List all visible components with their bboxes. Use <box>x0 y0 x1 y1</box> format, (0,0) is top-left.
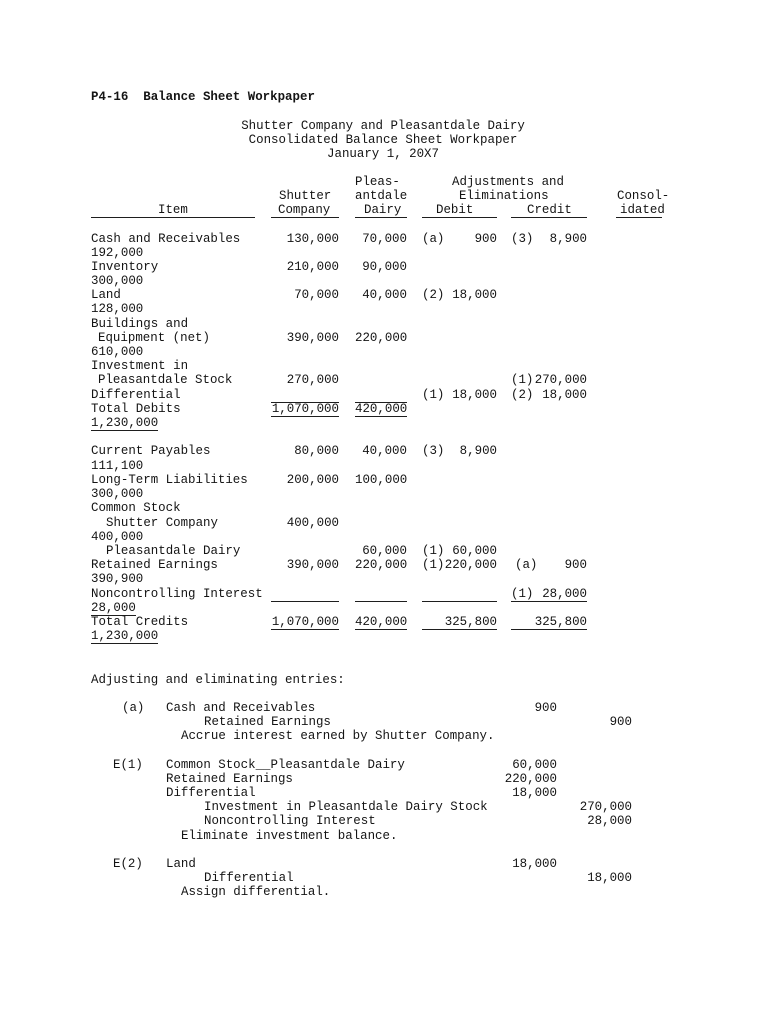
entry-label: E(2) <box>113 857 143 871</box>
shutter-amount: 80,000 <box>294 444 339 458</box>
debit-cell <box>422 544 497 559</box>
debit-amount: 18,000 <box>512 857 557 871</box>
debit-account: Differential <box>166 786 256 800</box>
pleasantdale-amount: 100,000 <box>355 473 408 487</box>
debit-amount: 900 <box>474 232 497 246</box>
credit-amount: 270,000 <box>534 373 587 387</box>
table-row <box>0 260 768 274</box>
heading-date: January 1, 20X7 <box>327 147 439 161</box>
entry-explanation: Assign differential. <box>181 885 331 899</box>
entries-heading-line <box>0 673 768 687</box>
item-label: Total Credits <box>91 615 189 629</box>
pleasantdale-amount: 220,000 <box>355 331 408 345</box>
shutter-amount: 70,000 <box>294 288 339 302</box>
debit-cell <box>422 388 497 403</box>
pleasantdale-amount: 220,000 <box>355 558 408 572</box>
credit-amount: 8,900 <box>549 232 587 246</box>
journal-line <box>0 715 768 729</box>
table-row <box>0 487 768 501</box>
blank-underline <box>271 388 339 403</box>
journal-line <box>0 758 768 772</box>
shutter-total: 1,070,000 <box>271 615 339 629</box>
item-label: Pleasantdale Dairy <box>106 544 241 558</box>
table-row <box>0 601 768 615</box>
journal-line <box>0 871 768 885</box>
debit-account: Land <box>166 857 196 871</box>
journal-line <box>0 857 768 871</box>
header-rule <box>511 217 587 218</box>
debit-amount: 60,000 <box>512 758 557 772</box>
item-label: Noncontrolling Interest <box>91 587 263 601</box>
heading-line <box>0 133 768 147</box>
table-row <box>0 302 768 316</box>
total-row <box>0 416 768 430</box>
blank-underline <box>271 587 339 602</box>
table-row <box>0 274 768 288</box>
header-debit: Debit <box>436 203 474 217</box>
header-rule <box>271 217 339 218</box>
debit-cell <box>422 558 497 573</box>
item-label: Differential <box>91 388 181 402</box>
header-consolidated: Consol- <box>617 189 670 203</box>
entries-title: Adjusting and eliminating entries: <box>91 673 345 687</box>
item-label: Current Payables <box>91 444 211 458</box>
header-rule <box>422 217 497 218</box>
debit-account: Retained Earnings <box>166 772 293 786</box>
pleasantdale-amount: 60,000 <box>362 544 407 558</box>
table-row <box>0 501 768 515</box>
column-header-line-1 <box>0 175 768 189</box>
credit-total <box>511 615 587 630</box>
debit-ref: (1) <box>422 544 445 558</box>
table-row <box>0 331 768 345</box>
debit-cell <box>422 232 497 247</box>
credit-amount: 325,800 <box>534 615 587 629</box>
debit-amount: 8,900 <box>459 444 497 458</box>
consolidated-amount: 128,000 <box>91 302 144 316</box>
pleasantdale-amount: 90,000 <box>362 260 407 274</box>
table-row <box>0 388 768 402</box>
debit-amount: 18,000 <box>512 786 557 800</box>
table-row <box>0 317 768 331</box>
header-pleasantdale: Pleas- <box>355 175 400 189</box>
credit-amount: 900 <box>564 558 587 572</box>
credit-ref: (2) <box>511 388 534 402</box>
total-row <box>0 402 768 416</box>
debit-account: Common Stock__Pleasantdale Dairy <box>166 758 405 772</box>
header-consolidated: idated <box>620 203 665 217</box>
debit-ref: (2) <box>422 288 445 302</box>
debit-account: Cash and Receivables <box>166 701 316 715</box>
journal-line <box>0 814 768 828</box>
consolidated-total: 1,230,000 <box>91 629 159 643</box>
debit-amount: 220,000 <box>504 772 557 786</box>
debit-ref: (1) <box>422 558 445 572</box>
debit-amount: 18,000 <box>452 388 497 402</box>
entry-label: (a) <box>122 701 145 715</box>
problem-title: P4-16 Balance Sheet Workpaper <box>91 90 315 104</box>
debit-ref: (a) <box>422 232 445 246</box>
consolidated-total: 1,230,000 <box>91 416 159 430</box>
journal-line <box>0 885 768 899</box>
item-label: Buildings and <box>91 317 189 331</box>
table-row <box>0 544 768 558</box>
table-row <box>0 530 768 544</box>
consolidated-amount: 610,000 <box>91 345 144 359</box>
credit-cell <box>511 558 587 573</box>
header-pleasantdale: antdale <box>355 189 408 203</box>
header-rule <box>616 217 662 218</box>
header-item: Item <box>158 203 188 217</box>
header-credit: Credit <box>527 203 572 217</box>
blank-underline <box>355 587 407 602</box>
entry-explanation: Accrue interest earned by Shutter Company. <box>181 729 495 743</box>
journal-line <box>0 829 768 843</box>
table-row <box>0 558 768 572</box>
shutter-amount: 200,000 <box>286 473 339 487</box>
heading-companies: Shutter Company and Pleasantdale Dairy <box>241 119 525 133</box>
entry-label: E(1) <box>113 758 143 772</box>
item-label: Common Stock <box>91 501 181 515</box>
consolidated-amount: 400,000 <box>91 530 144 544</box>
item-label: Long-Term Liabilities <box>91 473 248 487</box>
debit-total <box>422 615 497 630</box>
consolidated-amount: 390,900 <box>91 572 144 586</box>
item-label: Total Debits <box>91 402 181 416</box>
header-shutter: Company <box>278 203 331 217</box>
blank-underline <box>422 587 497 602</box>
credit-amount: 270,000 <box>579 800 632 814</box>
credit-ref: (a) <box>515 558 538 572</box>
total-row <box>0 615 768 629</box>
consolidated-amount: 192,000 <box>91 246 144 260</box>
credit-amount: 18,000 <box>587 871 632 885</box>
header-rule <box>91 217 255 218</box>
header-rule <box>355 217 407 218</box>
table-row <box>0 359 768 373</box>
consolidated-amount: 111,100 <box>91 459 144 473</box>
header-pleasantdale: Dairy <box>364 203 402 217</box>
table-row <box>0 232 768 246</box>
journal-line <box>0 800 768 814</box>
pleasantdale-amount: 70,000 <box>362 232 407 246</box>
table-row <box>0 516 768 530</box>
journal-line <box>0 786 768 800</box>
credit-ref: (1) <box>511 373 534 387</box>
header-shutter: Shutter <box>279 189 332 203</box>
debit-amount: 325,800 <box>444 615 497 629</box>
pleasantdale-amount: 40,000 <box>362 288 407 302</box>
debit-amount: 900 <box>534 701 557 715</box>
item-label: Cash and Receivables <box>91 232 241 246</box>
title-line <box>0 90 768 104</box>
table-row <box>0 572 768 586</box>
item-label: Land <box>91 288 121 302</box>
header-adjustments: Eliminations <box>459 189 549 203</box>
credit-cell <box>511 388 587 403</box>
item-label: Retained Earnings <box>91 558 218 572</box>
debit-cell <box>422 444 497 459</box>
debit-amount: 220,000 <box>444 558 497 572</box>
credit-account: Noncontrolling Interest <box>204 814 376 828</box>
credit-cell <box>511 587 587 602</box>
table-row <box>0 246 768 260</box>
debit-amount: 60,000 <box>452 544 497 558</box>
shutter-amount: 130,000 <box>286 232 339 246</box>
pleasantdale-total: 420,000 <box>355 402 408 416</box>
credit-account: Retained Earnings <box>204 715 331 729</box>
journal-line <box>0 729 768 743</box>
credit-ref: (1) <box>511 587 534 601</box>
credit-cell <box>511 373 587 388</box>
item-label: Pleasantdale Stock <box>98 373 233 387</box>
credit-ref: (3) <box>511 232 534 246</box>
credit-account: Investment in Pleasantdale Dairy Stock <box>204 800 488 814</box>
credit-cell <box>511 232 587 247</box>
journal-line <box>0 701 768 715</box>
consolidated-amount: 28,000 <box>91 601 136 615</box>
shutter-amount: 210,000 <box>286 260 339 274</box>
pleasantdale-total: 420,000 <box>355 615 408 629</box>
header-adjustments: Adjustments and <box>452 175 564 189</box>
table-row <box>0 373 768 387</box>
shutter-amount: 270,000 <box>286 373 339 387</box>
item-label: Investment in <box>91 359 189 373</box>
shutter-amount: 390,000 <box>286 558 339 572</box>
pleasantdale-amount: 40,000 <box>362 444 407 458</box>
debit-cell <box>422 288 497 303</box>
consolidated-amount: 300,000 <box>91 487 144 501</box>
consolidated-amount: 300,000 <box>91 274 144 288</box>
heading-statement: Consolidated Balance Sheet Workpaper <box>248 133 518 147</box>
entry-explanation: Eliminate investment balance. <box>181 829 398 843</box>
table-row <box>0 288 768 302</box>
column-header-line-3 <box>0 203 768 217</box>
table-row <box>0 444 768 458</box>
credit-amount: 900 <box>609 715 632 729</box>
item-label: Inventory <box>91 260 159 274</box>
table-row <box>0 587 768 601</box>
heading-line <box>0 147 768 161</box>
shutter-amount: 390,000 <box>286 331 339 345</box>
debit-amount: 18,000 <box>452 288 497 302</box>
total-row <box>0 629 768 643</box>
shutter-total: 1,070,000 <box>271 402 339 416</box>
blank-underline <box>355 388 407 403</box>
debit-ref: (1) <box>422 388 445 402</box>
credit-account: Differential <box>204 871 294 885</box>
heading-line <box>0 119 768 133</box>
table-row <box>0 473 768 487</box>
table-row <box>0 345 768 359</box>
item-label: Equipment (net) <box>98 331 210 345</box>
credit-amount: 28,000 <box>542 587 587 601</box>
table-row <box>0 459 768 473</box>
shutter-amount: 400,000 <box>286 516 339 530</box>
credit-amount: 28,000 <box>587 814 632 828</box>
item-label: Shutter Company <box>106 516 218 530</box>
column-header-line-2 <box>0 189 768 203</box>
credit-amount: 18,000 <box>542 388 587 402</box>
debit-ref: (3) <box>422 444 445 458</box>
journal-line <box>0 772 768 786</box>
